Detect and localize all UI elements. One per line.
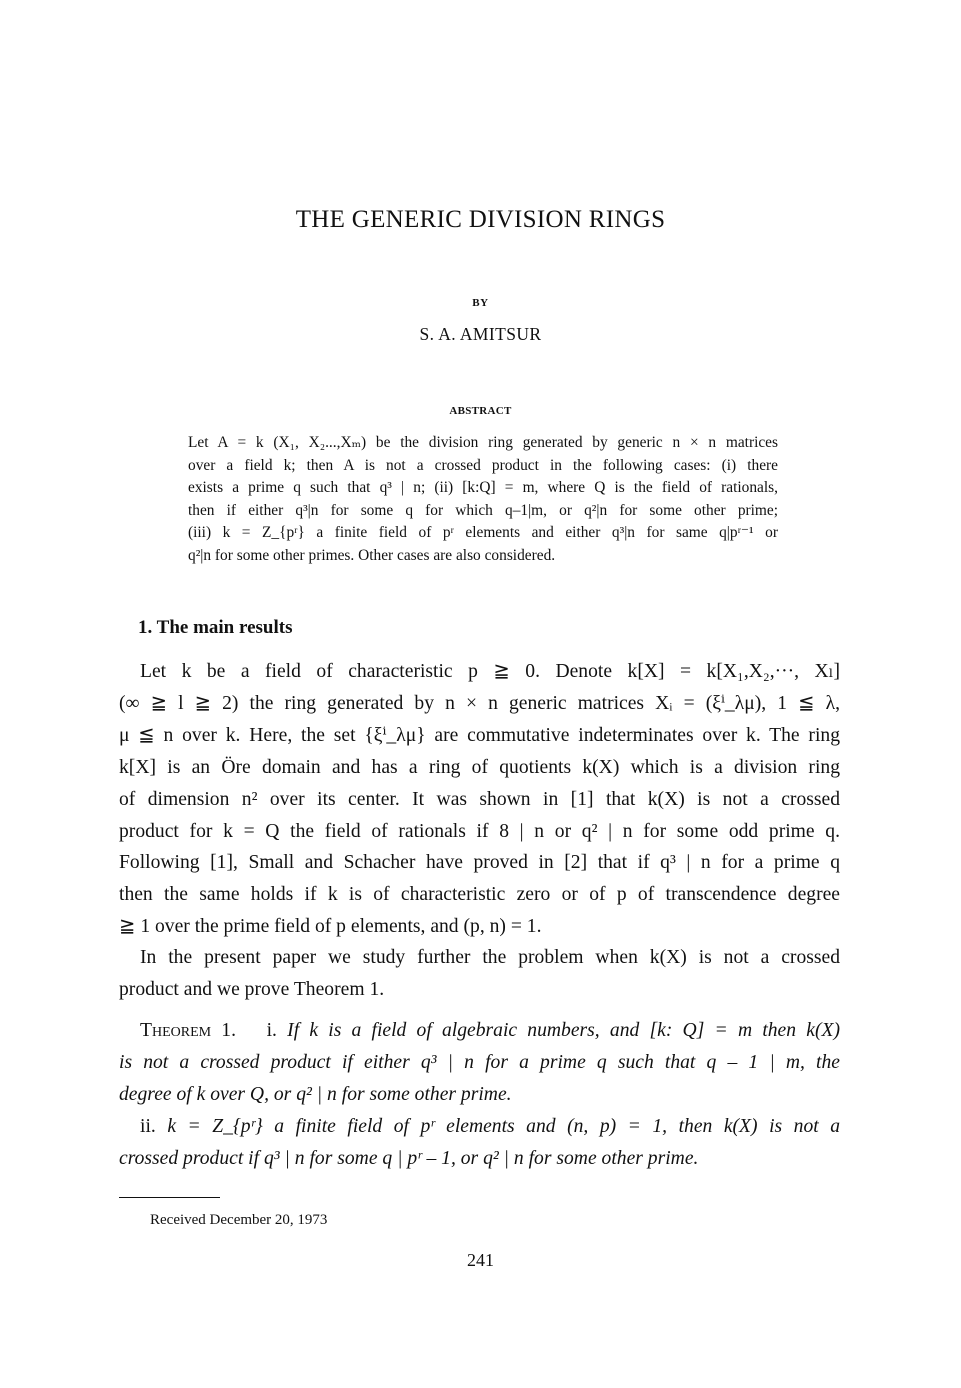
abstract-line: over a field k; then A is not a crossed product in the following cases: (i) there	[188, 456, 778, 474]
theorem-line: degree of k over Q, or q² | n for some other prime.	[119, 1083, 512, 1105]
abstract-line: q²|n for some other primes. Other cases are also considered.	[188, 546, 556, 564]
theorem-part-label: ii.	[140, 1115, 156, 1137]
text-line: (∞ ≧ l ≧ 2) the ring generated by n × n generic matrices Xᵢ = (ξⁱ_λμ), 1 ≦ λ,	[119, 692, 840, 714]
paper-title: THE GENERIC DIVISION RINGS	[295, 206, 666, 233]
abstract-line: Let A = k (X₁, X₂...,Xₘ) be the division ring generated by generic n × n matrices	[188, 434, 778, 451]
abstract-line: then if either q³|n for some q for which q–1|m, or q²|n for some other prime;	[188, 501, 778, 519]
abstract-heading: ABSTRACT	[449, 405, 512, 417]
paragraph-1	[119, 656, 840, 943]
text-line: product and we prove Theorem 1.	[119, 978, 385, 1000]
text-line: In the present paper we study further the problem when k(X) is not a crossed	[140, 947, 840, 968]
paragraph-2	[119, 942, 840, 1006]
text-line: then the same holds if k is of characteristic zero or of p of transcendence degree	[119, 884, 840, 906]
text-line: of dimension n² over its center. It was shown in [1] that k(X) is not a crossed	[119, 788, 840, 810]
abstract-line: exists a prime q such that q³ | n; (ii) [k:Q] = m, where Q is the field of rationals,	[188, 479, 778, 497]
text-line: μ ≦ n over k. Here, the set {ξⁱ_λμ} are commutative indeterminates over k. The ring	[119, 724, 840, 746]
theorem-text: If k is a field of algebraic numbers, and [k: Q] = m then k(X)	[287, 1020, 840, 1041]
theorem-text: k = Z_{pʳ} a finite field of pʳ elements and (n, p) = 1, then k(X) is not a	[167, 1115, 840, 1137]
abstract-line: (iii) k = Z_{pʳ} a finite field of pʳ elements and either q³|n for same q|pʳ⁻¹ or	[188, 524, 778, 542]
footnote-received: Received December 20, 1973	[150, 1212, 328, 1228]
text-line: ≧ 1 over the prime field of p elements, and (p, n) = 1.	[119, 916, 542, 938]
footnote-rule	[119, 1197, 220, 1198]
section-heading: 1. The main results	[138, 617, 293, 638]
page-number: 241	[467, 1250, 494, 1270]
text-line: Following [1], Small and Schacher have proved in [2] that if q³ | n for a prime q	[119, 852, 840, 874]
text-line: Let k be a field of characteristic p ≧ 0. Denote k[X] = k[X₁,X₂,···, Xₗ]	[140, 661, 840, 682]
theorem-line: crossed product if q³ | n for some q | pʳ – 1, or q² | n for some other prime.	[119, 1147, 699, 1169]
author-name: S. A. AMITSUR	[419, 324, 542, 344]
theorem-1	[119, 1015, 840, 1175]
theorem-line	[119, 1015, 840, 1047]
byline: BY	[472, 297, 489, 309]
text-line: product for k = Q the field of rationals if 8 | n or q² | n for some odd prime q.	[119, 820, 840, 842]
theorem-line: is not a crossed product if either q³ | n for a prime q such that q – 1 | m, the	[119, 1051, 840, 1073]
abstract-body	[188, 432, 778, 568]
theorem-part-label: i.	[266, 1020, 277, 1041]
theorem-label: Theorem 1.	[140, 1020, 236, 1041]
theorem-line	[119, 1111, 840, 1143]
text-line: k[X] is an Öre domain and has a ring of quotients k(X) which is a division ring	[119, 756, 840, 778]
